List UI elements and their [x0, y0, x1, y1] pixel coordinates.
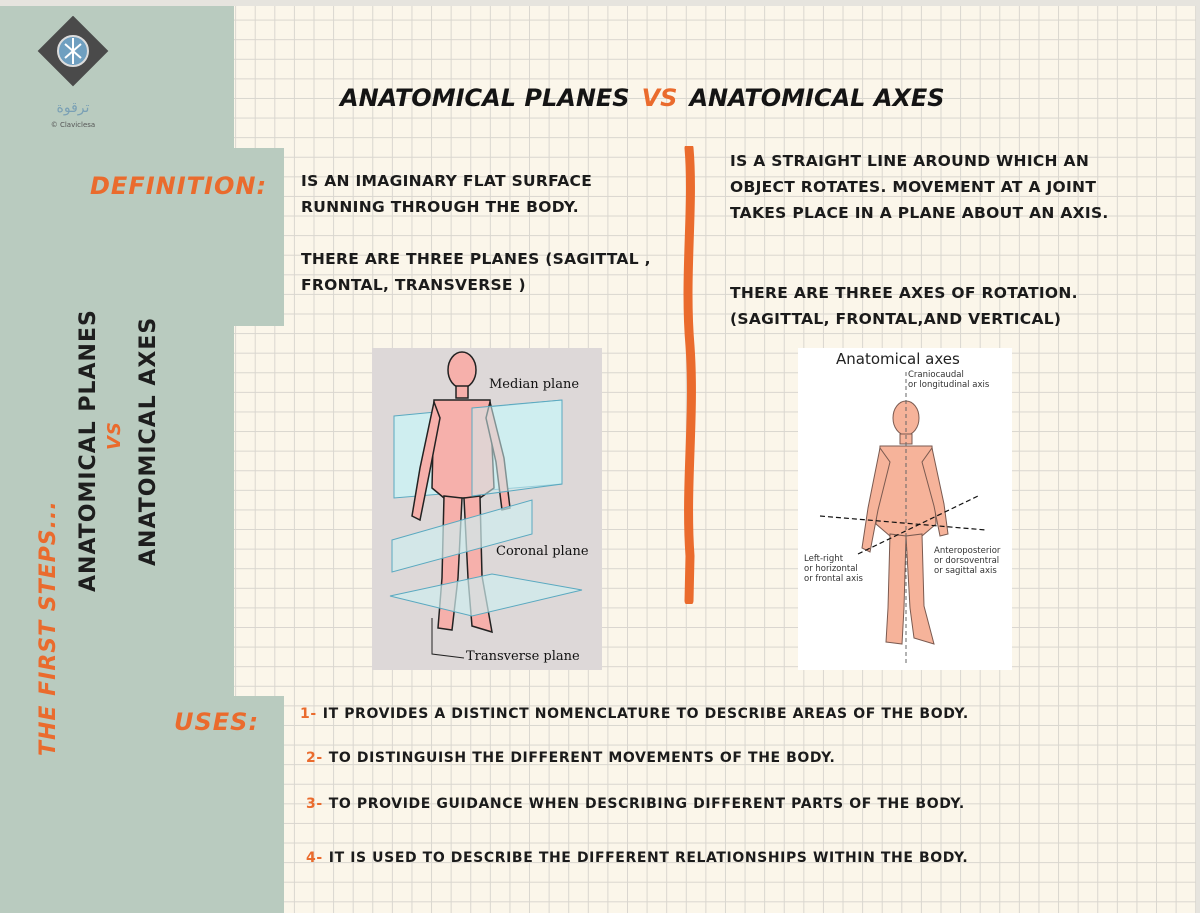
- label-antero-line2: or dorsoventral: [934, 556, 1000, 566]
- use-item-2-text: TO DISTINGUISH THE DIFFERENT MOVEMENTS OF THE BODY.: [328, 750, 836, 766]
- axes-count: THERE ARE THREE AXES OF ROTATION. (SAGITTAL, FRONTAL,AND VERTICAL): [730, 284, 1078, 328]
- logo-copyright: © Claviclesa: [50, 121, 96, 129]
- label-median-plane: Median plane: [489, 377, 580, 392]
- label-transverse-plane: Transverse plane: [466, 649, 580, 664]
- use-item-4: [306, 850, 968, 866]
- planes-definition: IS AN IMAGINARY FLAT SURFACE RUNNING THROUGH THE BODY.: [301, 172, 593, 216]
- use-item-2-number: 2-: [306, 750, 323, 766]
- label-antero-line3: or sagittal axis: [934, 566, 997, 576]
- label-craniocaudal: [908, 370, 989, 390]
- use-item-4-text: IT IS USED TO DESCRIBE THE DIFFERENT RELATIONSHIPS WITHIN THE BODY.: [328, 850, 969, 866]
- divider-brush-stroke: [678, 146, 700, 604]
- label-antero-line1: Anteroposterior: [934, 546, 1001, 556]
- right-border: [1196, 0, 1200, 913]
- logo-arabic-text: ترقوة: [56, 100, 90, 116]
- label-craniocaudal-line1: Craniocaudal: [908, 370, 964, 380]
- logo-diamond-icon: [18, 16, 128, 106]
- use-item-1-text: IT PROVIDES A DISTINCT NOMENCLATURE TO DESCRIBE AREAS OF THE BODY.: [322, 706, 969, 722]
- label-anteroposterior: [934, 546, 1000, 576]
- definition-label: DEFINITION:: [90, 172, 268, 200]
- vertical-title-axes: ANATOMICAL AXES: [136, 316, 161, 566]
- title-axes: ANATOMICAL AXES: [689, 84, 945, 112]
- use-item-2: [306, 750, 835, 766]
- title-vs: VS: [641, 84, 678, 112]
- title-planes: ANATOMICAL PLANES: [340, 84, 630, 112]
- body-planes-illustration: [372, 348, 602, 670]
- label-craniocaudal-line2: or longitudinal axis: [908, 380, 990, 390]
- label-left-right: [804, 554, 863, 584]
- axes-definition: IS A STRAIGHT LINE AROUND WHICH AN OBJECT ROTATES. MOVEMENT AT A JOINT TAKES PLACE IN A PLANE ABOUT AN AXIS.: [730, 152, 1109, 222]
- label-coronal-plane: Coronal plane: [496, 544, 589, 559]
- axes-figure: [798, 348, 1012, 670]
- use-item-1: [300, 706, 969, 722]
- planes-count: THERE ARE THREE PLANES (SAGITTAL , FRONTAL, TRANSVERSE ): [301, 250, 651, 294]
- axes-figure-title: Anatomical axes: [836, 350, 960, 368]
- planes-figure: [372, 348, 602, 670]
- use-item-4-number: 4-: [306, 850, 323, 866]
- vertical-first-steps: THE FIRST STEPS...: [36, 500, 61, 756]
- label-left-right-line3: or frontal axis: [804, 574, 863, 584]
- body-axes-illustration: [798, 348, 1012, 670]
- page-title: [340, 84, 945, 118]
- vertical-title-planes: ANATOMICAL PLANES: [76, 309, 101, 592]
- use-item-3: [306, 796, 965, 812]
- use-item-3-text: TO PROVIDE GUIDANCE WHEN DESCRIBING DIFFERENT PARTS OF THE BODY.: [328, 796, 965, 812]
- uses-label: USES:: [174, 708, 260, 736]
- label-left-right-line1: Left-right: [804, 554, 844, 564]
- use-item-3-number: 3-: [306, 796, 323, 812]
- use-item-1-number: 1-: [300, 706, 317, 722]
- label-left-right-line2: or horizontal: [804, 564, 858, 574]
- vertical-vs: VS: [104, 421, 125, 450]
